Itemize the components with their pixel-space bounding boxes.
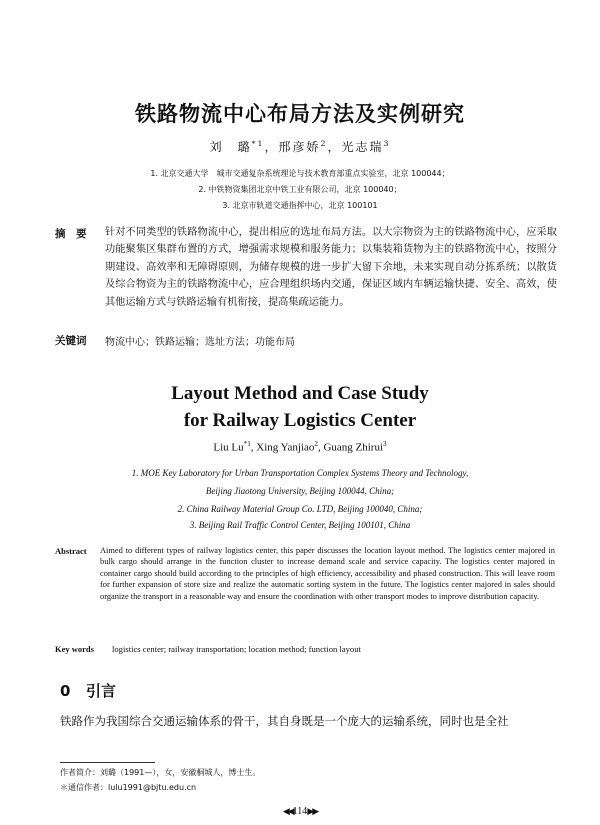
author-sep: ， [264, 140, 279, 154]
author-3-en-sup: 3 [383, 440, 387, 448]
affiliation-en-1-cont: Beijing Jiaotong University, Beijing 100044, China; [205, 486, 395, 496]
paper-title-en [0, 380, 600, 434]
abstract-en-label: Abstract [55, 546, 87, 556]
paper-title-cn: 铁路物流中心布局方法及实例研究 [135, 101, 465, 126]
section-heading [60, 680, 116, 701]
paper-title-en-line1: Layout Method and Case Study [171, 383, 429, 404]
authors-en [0, 440, 600, 454]
author-sep: , [317, 441, 324, 454]
section-title: 引言 [86, 682, 117, 700]
left-arrow-icon: ◀◀ [282, 806, 293, 816]
author-1-cn-sup: *1 [251, 139, 265, 148]
author-sep: ， [327, 140, 342, 154]
affiliation-cn-3: 3. 北京市轨道交通指挥中心，北京 100101 [222, 201, 378, 210]
abstract-cn-text: 针对不同类型的铁路物流中心，提出相应的选址布局方法。以大宗物资为主的铁路物流中心，应采取功能聚集区集群布置的方式，增强需求规模和服务能力；以集装箱货物为主的铁路物流中心，按照分期建设、高效率和无障碍原则，为储存规模的进一步扩大留下余地，未来实现自动分拣系统；以散货及综合物资为主的铁路物流中心，应合理组织场内交通，保证区域内车辆运输快捷、安全、高效，使其他运输方式与铁路运输有机衔接，提高集疏运能力。 [105, 227, 557, 308]
affiliation-cn-2: 2. 中铁物资集团北京中铁工业有限公司，北京 100040； [198, 185, 402, 194]
abstract-en-text: Aimed to different types of railway logistics center, this paper discusses the location layout method. The logistics center majored in bulk cargo should arrange in the function cluster to increase demand scale and service capacity. The logistics center majored in container cargo should build according to the principles of high efficiency, accessibility and phased construction. This will leave room for further expansion of store size and realize the automatic sorting system in the future. The logistics center majored in sales should organize the transport in a reasonable way and ensure the coordination with other transport modes to improve distribution capacity. [100, 546, 555, 601]
keywords-cn-label: 关键词 [55, 335, 87, 347]
body-paragraph: 铁路作为我国综合交通运输体系的骨干，其自身既是一个庞大的运输系统，同时也是全社 [60, 714, 509, 728]
affiliation-en-1: 1. MOE Key Laboratory for Urban Transportation Complex Systems Theory and Technology, [131, 468, 469, 478]
author-3-cn-sup: 3 [383, 139, 391, 148]
keywords-en-text: logistics center; railway transportation; location method; function layout [112, 644, 361, 654]
author-2-cn-sup: 2 [320, 139, 328, 148]
abstract-cn-label: 摘 要 [55, 228, 87, 240]
right-arrow-icon: ▶▶ [307, 806, 318, 816]
paper-title-en-line2: for Railway Logistics Center [183, 410, 417, 431]
author-2-en: Xing Yanjiao [256, 441, 315, 454]
section-number: 0 [60, 682, 71, 700]
author-3-en: Guang Zhirui [323, 441, 384, 454]
affiliation-en-3: 3. Beijing Rail Traffic Control Center, Beijing 100101, China [189, 520, 411, 530]
affiliation-cn-1: 1. 北京交通大学 城市交通复杂系统理论与技术教育部重点实验室，北京 100044； [150, 169, 450, 178]
page-number-block [0, 806, 600, 817]
author-1-en: Liu Lu [213, 441, 244, 454]
footnote-divider [60, 762, 155, 763]
footnote-corresponding: ＊通信作者：lulu1991@bjtu.edu.cn [60, 783, 197, 792]
author-1-en-sup: *1 [243, 440, 251, 448]
footnote-author-bio: 作者简介：刘璐（1991—），女，安徽桐城人，博士生。 [60, 768, 261, 777]
keywords-cn-text: 物流中心；铁路运输；选址方法；功能布局 [105, 337, 295, 348]
authors-cn [0, 138, 600, 155]
author-1-cn: 刘 璐 [209, 140, 252, 154]
author-sep: , [250, 441, 257, 454]
author-3-cn: 光志瑞 [341, 140, 384, 154]
author-2-en-sup: 2 [314, 440, 318, 448]
page-number: 114 [292, 806, 308, 817]
affiliation-en-2: 2. China Railway Material Group Co. LTD, Beijing 100040, China; [177, 504, 423, 514]
author-2-cn: 邢彦娇 [278, 140, 321, 154]
keywords-en-label: Key words [55, 644, 94, 654]
